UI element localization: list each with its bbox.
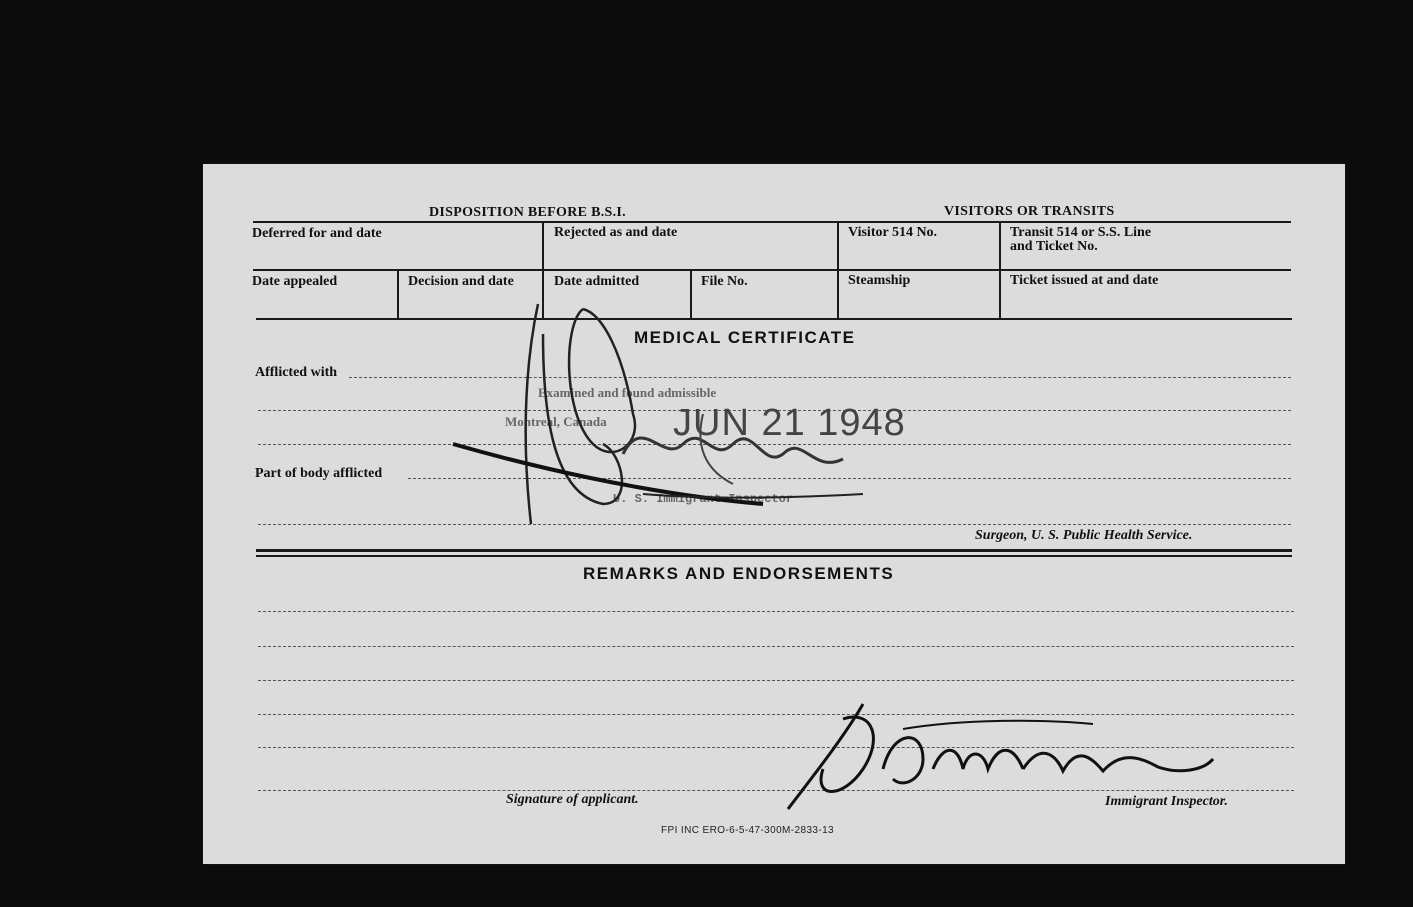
surgeon-label: Surgeon, U. S. Public Health Service. xyxy=(975,528,1193,543)
part-of-body-label: Part of body afflicted xyxy=(255,466,383,481)
top-rule xyxy=(253,221,1291,223)
disposition-heading: DISPOSITION BEFORE B.S.I. xyxy=(429,205,626,220)
ticket-issued-label: Ticket issued at and date xyxy=(1010,273,1159,288)
middle-rule xyxy=(253,269,1291,271)
file-no-label: File No. xyxy=(701,274,748,289)
signature-applicant-label: Signature of applicant. xyxy=(506,792,639,807)
form-footer-code: FPI INC ERO-6-5-47-300M-2833-13 xyxy=(661,825,835,836)
form-card xyxy=(203,164,1345,864)
decision-label: Decision and date xyxy=(408,274,514,289)
remarks-line-2 xyxy=(258,646,1294,647)
steamship-label: Steamship xyxy=(848,273,911,288)
immigrant-inspector-label: Immigrant Inspector. xyxy=(1105,794,1228,809)
inspector-signature xyxy=(783,699,1223,819)
transit-label-2: and Ticket No. xyxy=(1010,239,1098,254)
inspector-stamp-signature xyxy=(443,294,883,534)
remarks-line-3 xyxy=(258,680,1294,681)
stamp-location: Montreal, Canada xyxy=(505,414,607,429)
rejected-label: Rejected as and date xyxy=(554,225,678,240)
date-admitted-label: Date admitted xyxy=(554,274,640,289)
remarks-title: REMARKS AND ENDORSEMENTS xyxy=(583,564,895,583)
deferred-label: Deferred for and date xyxy=(252,226,382,241)
medical-certificate-title: MEDICAL CERTIFICATE xyxy=(634,328,856,347)
stamp-date: JUN 21 1948 xyxy=(673,402,906,444)
remarks-line-1 xyxy=(258,611,1294,612)
double-rule-bottom xyxy=(256,555,1292,557)
transit-label-1: Transit 514 or S.S. Line xyxy=(1010,225,1152,240)
divider-4 xyxy=(397,270,399,318)
afflicted-with-label: Afflicted with xyxy=(255,365,338,380)
double-rule-top xyxy=(256,549,1292,552)
visitor-no-label: Visitor 514 No. xyxy=(848,225,938,240)
stamp-inspector: U. S. Immigrant Inspector xyxy=(613,492,794,506)
stamp-examined: Examined and found admissible xyxy=(538,385,717,400)
divider-3 xyxy=(999,222,1001,318)
visitors-heading: VISITORS OR TRANSITS xyxy=(944,204,1115,219)
date-appealed-label: Date appealed xyxy=(252,274,338,289)
